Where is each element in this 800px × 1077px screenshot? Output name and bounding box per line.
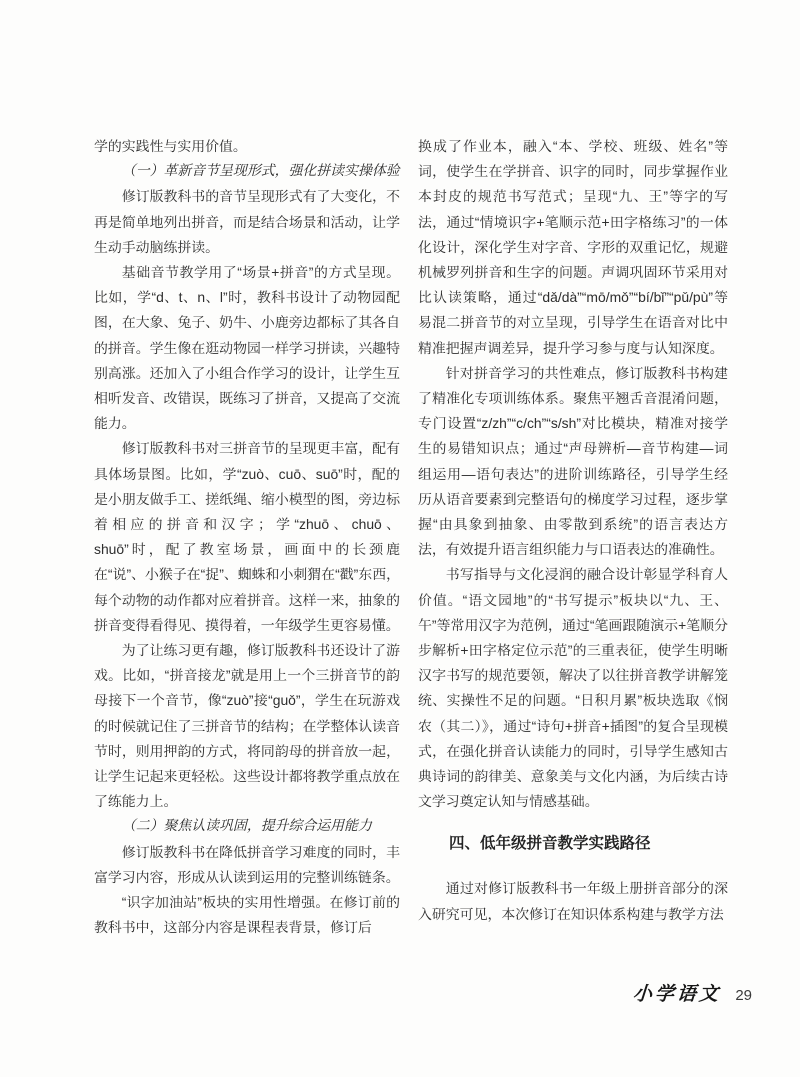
paragraph-continuation: 换成了作业本，融入“本、学校、班级、姓名”等词，使学生在学拼音、识字的同时，同步掌握作业本封皮的规范书写范式；呈现“九、王”等字的写法，通过“情境识字+笔顺示范+田字格练习”的一体化设计，深化学生对字音、字形的双重记忆，规避机械罗列拼音和生字的问题。声调巩固环节采用对比认读策略，通过“dǎ/dà”“mō/mǒ”“bí/bǐ”“pǔ/pù”等易混二拼音节的对立呈现，引导学生在语音对比中精准把握声调差异，提升学习参与度与认知深度。 bbox=[418, 138, 728, 356]
paragraph: 为了让练习更有趣，修订版教科书还设计了游戏。比如，“拼音接龙”就是用上一个三拼音节的韵母接下一个音节，像“zuò”接“guǒ”，学生在玩游戏的时候就记住了三拼音节的结构；在学整体认读音节时，则用押韵的方式，将同韵母的拼音放一起，让学生记起来更轻松。这些设计都将教学重点放在了练能力上。 bbox=[94, 642, 400, 810]
paragraph: “识字加油站”板块的实用性增强。在修订前的教科书中，这部分内容是课程表背景，修订后 bbox=[94, 894, 400, 936]
paragraph: 修订版教科书在降低拼音学习难度的同时，丰富学习内容，形成从认读到运用的完整训练链条。 bbox=[94, 843, 400, 885]
paragraph: 修订版教科书的音节呈现形式有了大变化，不再是简单地列出拼音，而是结合场景和活动，让学生动手动脑练拼读。 bbox=[94, 188, 400, 255]
paragraph: 基础音节教学用了“场景+拼音”的方式呈现。比如，学“d、t、n、l”时，教科书设计了动物园配图，在大象、兔子、奶牛、小鹿旁边都标了其各自的拼音。学生像在逛动物园一样学习拼读，兴趣特别高涨。还加入了小组合作学习的设计，让学生互相听发音、改错误，既练习了拼音，又提高了交流能力。 bbox=[94, 264, 400, 432]
paragraph: 修订版教科书对三拼音节的呈现更丰富，配有具体场景图。比如，学“zuò、cuō、suō”时，配的是小朋友做手工、搓纸绳、缩小模型的图，旁边标着相应的拼音和汉字；学“zhuō、chuō、shuō”时，配了教室场景，画面中的长颈鹿在“说”、小猴子在“捉”、蜘蛛和小刺猬在“戳”东西，每个动物的动作都对应着拼音。这样一来，抽象的拼音变得看得见、摸得着，一年级学生更容易懂。 bbox=[94, 440, 400, 633]
subheading-two: （二）聚焦认读巩固，提升综合运用能力 bbox=[121, 819, 372, 835]
page-number: 29 bbox=[735, 987, 752, 1004]
journal-name: 小学语文 bbox=[632, 984, 722, 1005]
paragraph: 书写指导与文化浸润的融合设计彰显学科育人价值。“语文园地”的“书写提示”板块以“九、王、午”等常用汉字为范例，通过“笔画跟随演示+笔顺分步解析+田字格定位示范”的三重表征，使学生明晰汉字书写的规范要领，解决了以往拼音教学讲解笼统、实操性不足的问题。“日积月累”板块选取《悯农（其二）》，通过“诗句+拼音+插图”的复合呈现模式，在强化拼音认读能力的同时，引导学生感知古典诗词的韵律美、意象美与文化内涵，为后续古诗文学习奠定认知与情感基础。 bbox=[418, 566, 728, 810]
page-footer bbox=[633, 979, 752, 1006]
two-column-body bbox=[94, 134, 728, 941]
right-column bbox=[418, 134, 728, 941]
paragraph-continuation: 学的实践性与实用价值。 bbox=[94, 138, 247, 154]
section-heading-four: 四、低年级拼音教学实践路径 bbox=[449, 835, 651, 853]
left-column bbox=[94, 134, 400, 941]
subheading-one: （一）革新音节呈现形式，强化拼读实操体验 bbox=[121, 164, 400, 180]
paragraph: 通过对修订版教科书一年级上册拼音部分的深入研究可见，本次修订在知识体系构建与教学方法 bbox=[418, 880, 728, 922]
paragraph: 针对拼音学习的共性难点，修订版教科书构建了精准化专项训练体系。聚焦平翘舌音混淆问题，专门设置“z/zh”“c/ch”“s/sh”对比模块，精准对接学生的易错知识点；通过“声母辨析—音节构建—词组运用—语句表达”的进阶训练路径，引导学生经历从语音要素到完整语句的梯度学习过程，逐步掌握“由具象到抽象、由零散到系统”的语言表达方法，有效提升语言组织能力与口语表达的准确性。 bbox=[418, 364, 728, 558]
